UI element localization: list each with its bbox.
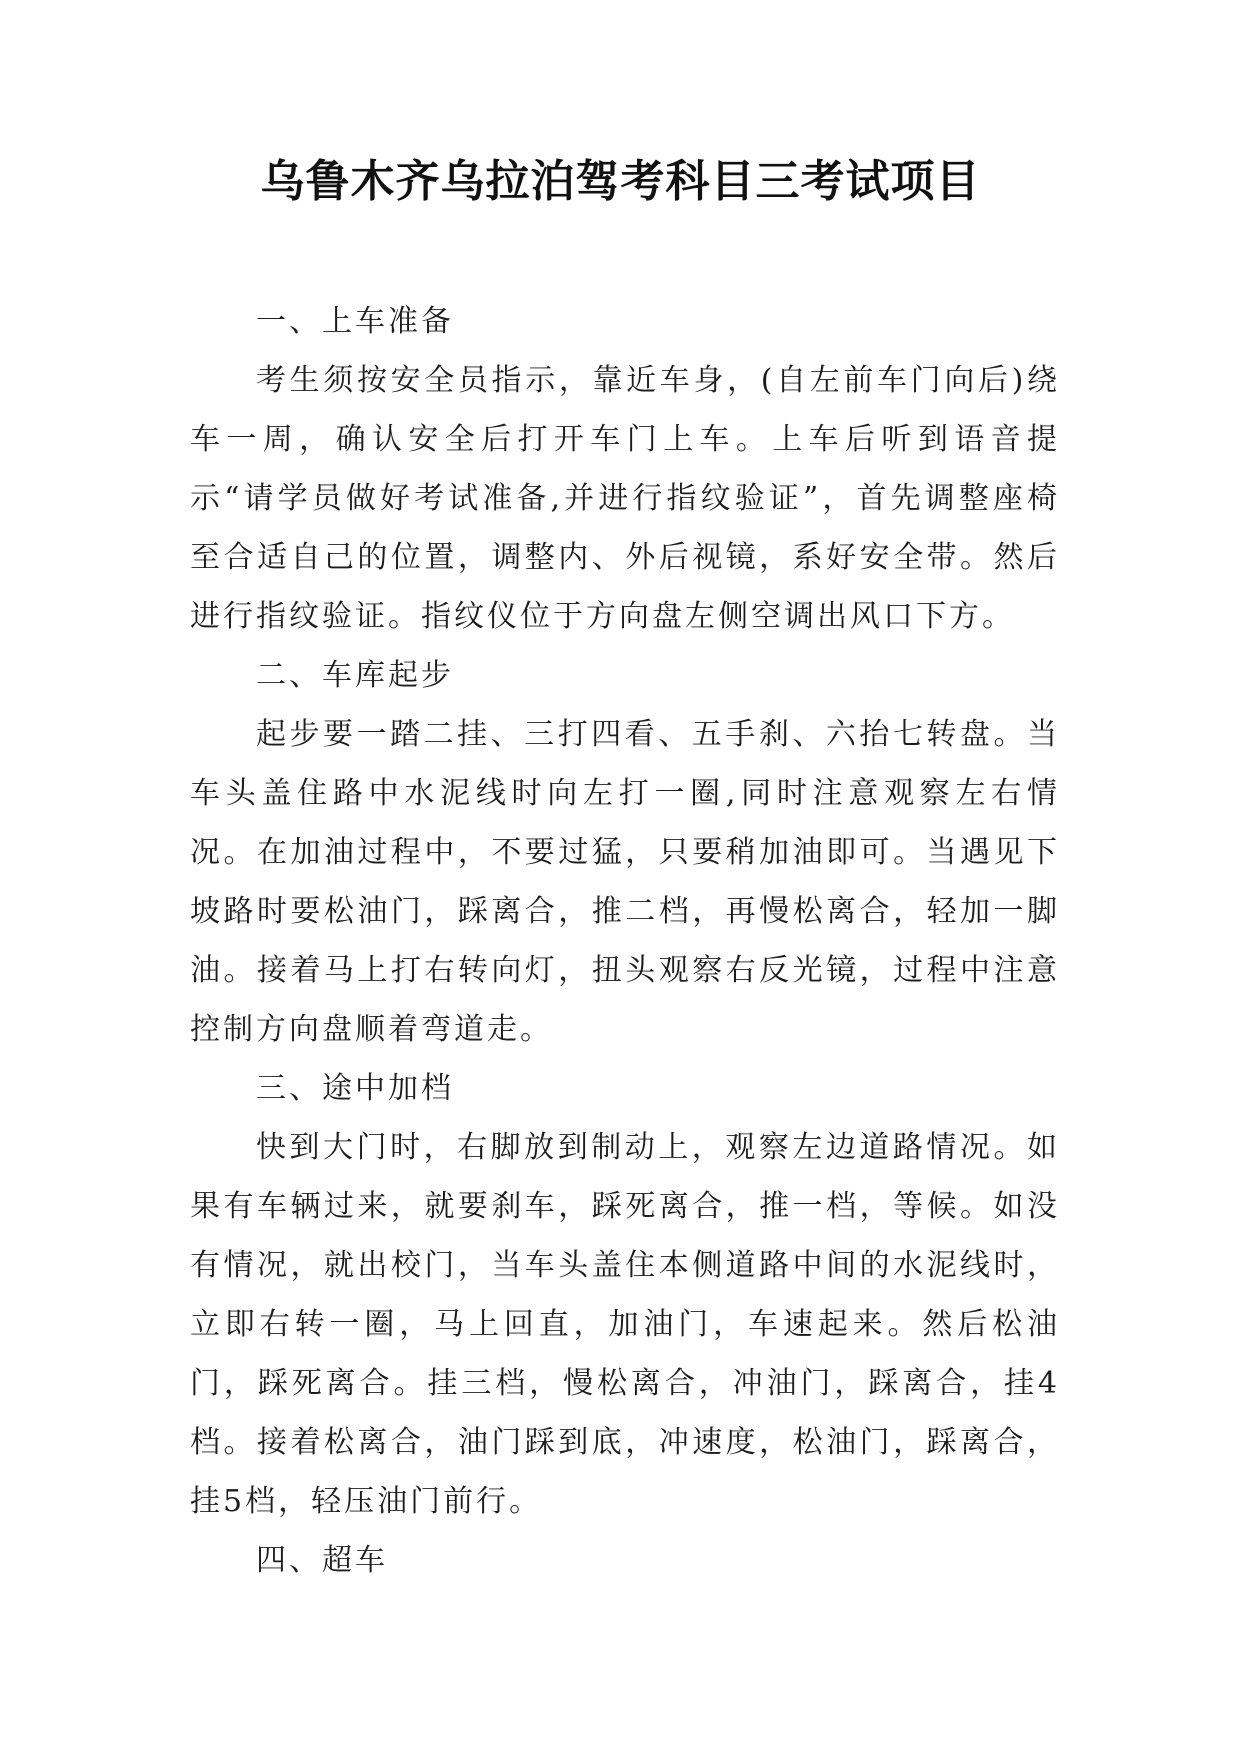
section-heading-2: 二、车库起步 xyxy=(256,658,454,693)
section-paragraph-1: 考生须按安全员指示，靠近车身，(自左前车门向后)绕车一周，确认安全后打开车门上车。上车后听到语音提示“请学员做好考试准备,并进行指纹验证”，首先调整座椅至合适自己的位置，调整内、外后视镜，系好安全带。然后进行指纹验证。指纹仪位于方向盘左侧空调出风口下方。 xyxy=(190,363,1060,634)
section-paragraph-3: 快到大门时，右脚放到制动上，观察左边道路情况。如果有车辆过来，就要刹车，踩死离合，推一档，等候。如没有情况，就出校门，当车头盖住本侧道路中间的水泥线时，立即右转一圈，马上回直，加油门，车速起来。然后松油门，踩死离合。挂三档，慢松离合，冲油门，踩离合，挂4档。接着松离合，油门踩到底，冲速度，松油门，踩离合，挂5档，轻压油门前行。 xyxy=(190,1130,1060,1519)
section-paragraph-2: 起步要一踏二挂、三打四看、五手刹、六抬七转盘。当车头盖住路中水泥线时向左打一圈,同时注意观察左右情况。在加油过程中，不要过猛，只要稍加油即可。当遇见下坡路时要松油门，踩离合，推二档，再慢松离合，轻加一脚油。接着马上打右转向灯，扭头观察右反光镜，过程中注意控制方向盘顺着弯道走。 xyxy=(190,717,1060,1047)
document-title: 乌鲁木齐乌拉泊驾考科目三考试项目 xyxy=(260,156,981,207)
section-heading-1: 一、上车准备 xyxy=(256,304,454,339)
document-body xyxy=(190,292,1060,1590)
section-heading-3: 三、途中加档 xyxy=(256,1071,454,1106)
section-heading-4: 四、超车 xyxy=(256,1543,388,1578)
